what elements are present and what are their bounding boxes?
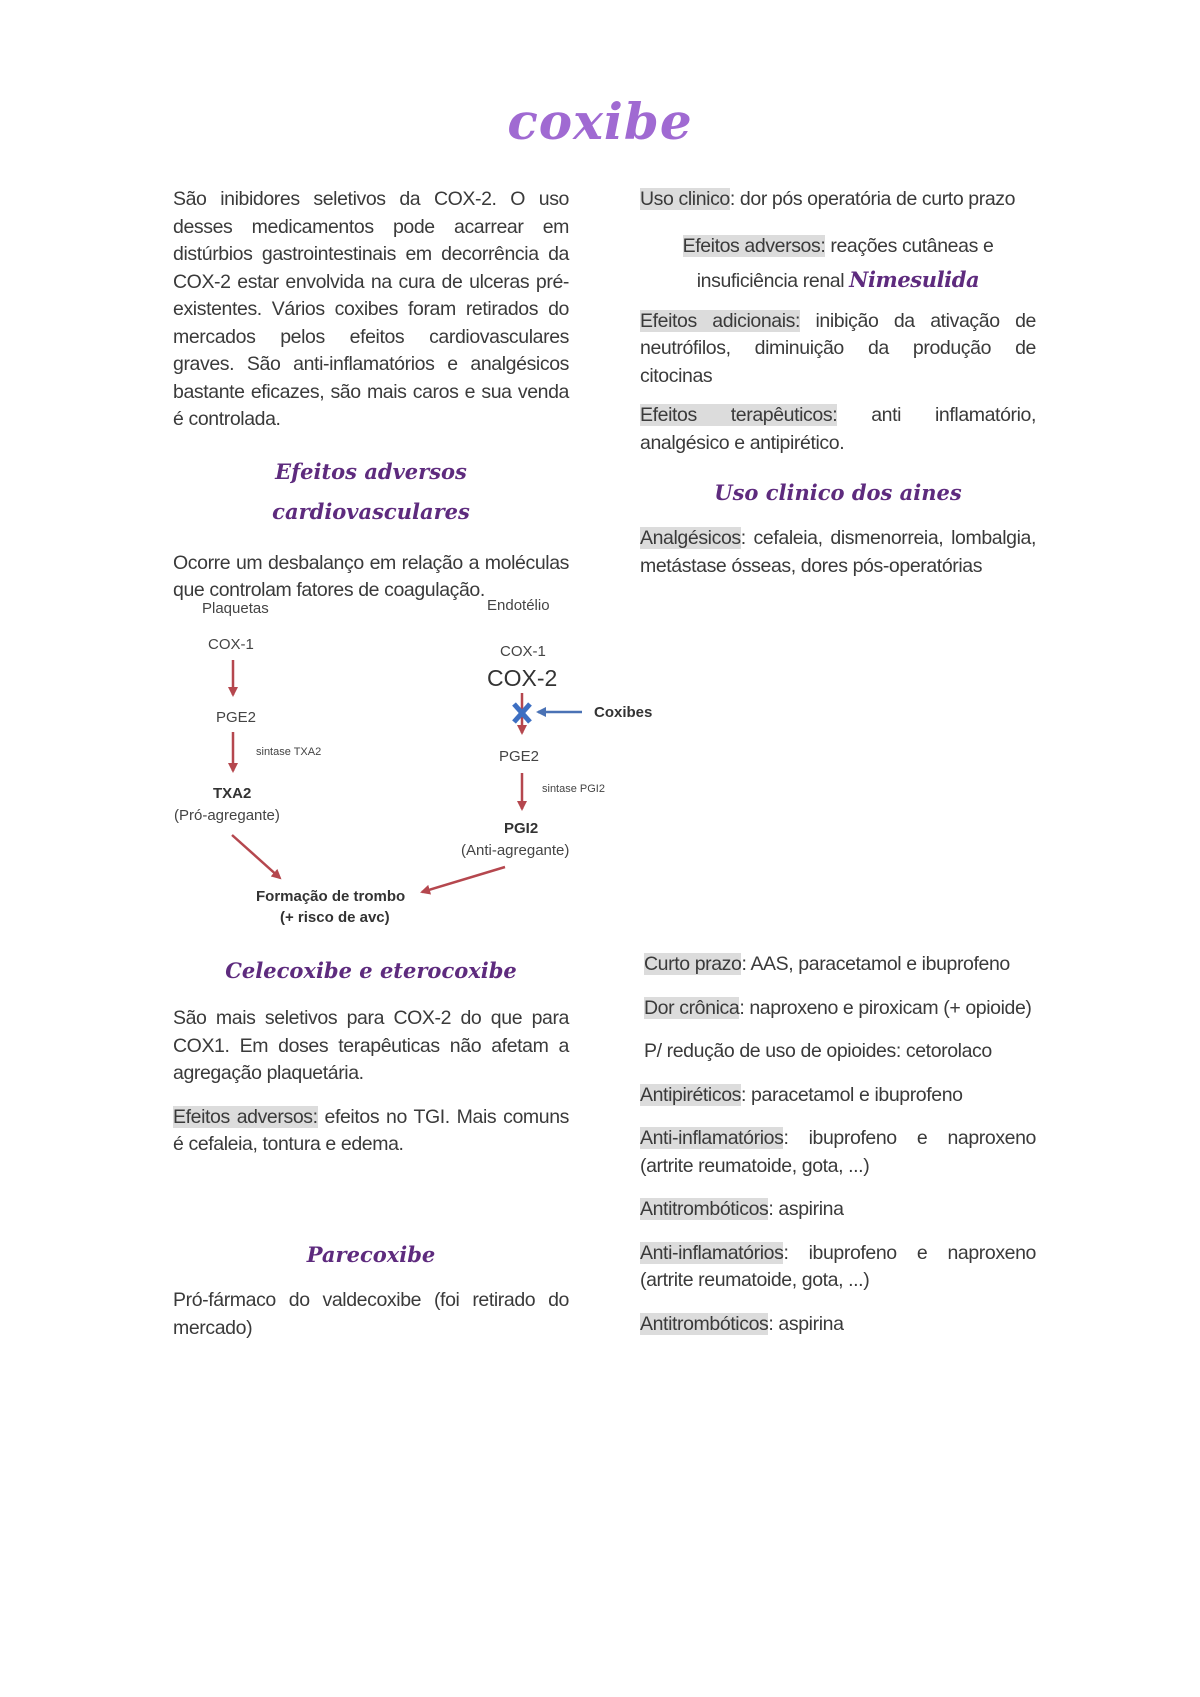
right-column-bottom [640,951,1036,1338]
heading-parecoxibe: Parecoxibe [306,1242,436,1267]
dor-cronica-text: : naproxeno e piroxicam (+ opioide) [739,996,1032,1019]
heading-uso-clinico-aines: Uso clinico dos aines [714,480,962,505]
antitromboticos-text-1: : aspirina [768,1198,844,1220]
cv-paragraph: Ocorre um desbalanço em relação a moléculas que controlam fatores de coagulação. [173,551,569,601]
highlight-antiinflamatorios-2: Anti-inflamatórios [640,1241,784,1264]
cox-pathway-diagram [170,595,670,945]
label-pro-agregante: (Pró-agregante) [174,807,280,824]
dor-cronica-paragraph [640,995,1036,1023]
efeitos-adversos-text-1: reações cutâneas e [825,234,994,257]
label-coxibes: Coxibes [594,704,653,721]
uso-clinico-text: : dor pós operatória de curto prazo [729,188,1016,210]
label-risco-avc: (+ risco de avc) [280,909,390,926]
heading-celecoxibe: Celecoxibe e eterocoxibe [225,958,517,983]
label-endotelio: Endotélio [487,597,550,614]
label-plaquetas: Plaquetas [202,600,269,617]
heading-efeitos-adversos: Efeitos adversos [275,458,467,484]
label-pgi2: PGI2 [504,820,539,837]
antitromboticos-paragraph-2 [640,1311,1036,1339]
highlight-efeitos-adicionais: Efeitos adicionais: [640,309,801,332]
left-column-parecoxibe [173,1235,569,1342]
highlight-antitromboticos-2: Antitrombóticos [640,1312,769,1335]
highlight-efeitos-adversos-right: Efeitos adversos: [682,234,826,257]
label-cox1-right: COX-1 [500,643,546,660]
antiinflamatorios-paragraph-2 [640,1240,1036,1295]
label-cox2: COX-2 [487,665,558,691]
antitromboticos-text-2: : aspirina [768,1312,844,1335]
uso-clinico-paragraph [640,186,1036,214]
antipireticos-text: : paracetamol e ibuprofeno [741,1083,963,1106]
highlight-antitromboticos-1: Antitrombóticos [640,1198,769,1220]
curto-prazo-text: : AAS, paracetamol e ibuprofeno [741,953,1010,975]
efeitos-terapeuticos-text: anti inflamatório, analgésico e antipirético. [640,404,1037,454]
antiinflamatorios-paragraph-1 [640,1125,1036,1180]
efeitos-adversos-paragraph [640,230,1036,298]
label-formacao-trombo: Formação de trombo [256,888,406,905]
label-pge2-left: PGE2 [216,709,257,726]
analgesicos-paragraph [640,525,1036,580]
label-anti-agregante: (Anti-agregante) [461,842,570,859]
celecoxibe-paragraph: São mais seletivos para COX-2 do que para COX1. Em doses terapêuticas não afetam a agregação plaquetária. [173,1007,569,1084]
left-column-top [173,186,569,605]
right-column-top [640,186,1036,580]
antipireticos-paragraph [640,1082,1036,1110]
parecoxibe-paragraph: Pró-fármaco do valdecoxibe (foi retirado do mercado) [173,1289,569,1339]
curto-prazo-paragraph [640,951,1036,979]
highlight-efeitos-adversos: Efeitos adversos: [173,1105,318,1128]
heading-cardiovasculares: cardiovasculares [272,498,470,524]
arrow-txa2-trombo [232,835,280,878]
arrow-pgi2-trombo [422,867,505,892]
left-column-bottom [173,951,569,1159]
intro-paragraph: São inibidores seletivos da COX-2. O uso desses medicamentos pode acarrear em distúrbios gastrointestinais em decorrência da COX-2 estar envolvida na cura de ulceras pré-existentes. Vários coxibes foram retirados do mercados pelos efeitos cardiovasculares graves. São anti-inflamatórios e analgésicos bastante eficazes, são mais caros e sua venda é controlada. [173,188,569,430]
label-sintase-txa2: sintase TXA2 [256,746,322,758]
heading-nimesulida: Nimesulida [849,266,980,292]
highlight-dor-cronica: Dor crônica [644,996,740,1019]
antiinflamatorios-text-1: : ibuprofeno e naproxeno (artrite reumatoide, gota, ...) [640,1127,1036,1177]
reducao-opioides-paragraph: P/ redução de uso de opioides: cetorolaco [644,1040,992,1062]
analgesicos-text: : cefaleia, dismenorreia, lombalgia, metástase ósseas, dores pós-operatórias [640,527,1036,577]
highlight-antipireticos: Antipiréticos [640,1083,742,1106]
efeitos-adversos-text-2: insuficiência renal [696,269,850,292]
highlight-curto-prazo: Curto prazo [644,953,742,975]
highlight-antiinflamatorios-1: Anti-inflamatórios [640,1127,784,1149]
label-sintase-pgi2: sintase PGI2 [542,783,605,795]
efeitos-adicionais-paragraph [640,308,1036,391]
label-cox1-left: COX-1 [208,636,254,653]
page-title: coxibe [507,92,693,151]
highlight-uso-clinico: Uso clinico [640,188,730,210]
celecoxibe-adverse-paragraph [173,1104,569,1159]
highlight-efeitos-terapeuticos: Efeitos terapêuticos: [640,404,838,426]
label-txa2: TXA2 [213,785,252,802]
antiinflamatorios-text-2: : ibuprofeno e naproxeno (artrite reumatoide, gota, ...) [640,1241,1036,1291]
antitromboticos-paragraph-1 [640,1196,1036,1224]
highlight-analgesicos: Analgésicos [640,527,741,549]
efeitos-adicionais-text: inibição da ativação de neutrófilos, diminuição da produção de citocinas [640,309,1036,387]
label-pge2-right: PGE2 [499,748,540,765]
celecoxibe-adverse-text: efeitos no TGI. Mais comuns é cefaleia, tontura e edema. [173,1105,569,1155]
efeitos-terapeuticos-paragraph [640,402,1036,457]
